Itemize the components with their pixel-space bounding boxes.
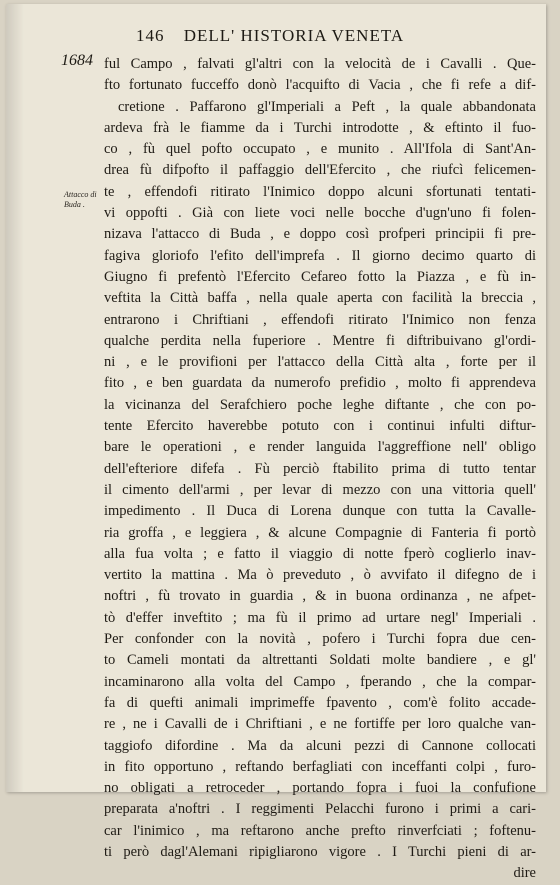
- text-line: bare le operationi , e render languida l'aggreffione nell' obligo: [104, 439, 536, 456]
- body-text: [104, 54, 536, 885]
- text-line: fagiva gloriofo l'efito dell'imprefa . Il giorno decimo quarto di: [104, 247, 536, 264]
- page-gutter-shadow: [6, 4, 24, 792]
- text-line: Per confonder con la novità , pofero i Turchi fopra due cen-: [104, 631, 536, 648]
- text-line: ti però dagl'Alemani ripigliarono vigore . I Turchi pieni di ar-: [104, 843, 536, 860]
- text-line: impedimento . Il Duca di Lorena dunque con tutta la Cavalle-: [104, 503, 536, 520]
- text-line: la vicinanza del Serafchiero poche leghe diftante , che con po-: [104, 396, 536, 413]
- page-number: 146: [136, 26, 165, 45]
- text-line: ful Campo , falvati gl'altri con la velocità de i Cavalli . Que-: [104, 56, 536, 72]
- text-line: vertito la mattina . Ma ò preveduto , ò avvifato il difegno de i: [104, 567, 536, 584]
- running-header: [136, 26, 466, 46]
- text-line: preparata a'noftri . I reggimenti Pelacchi furono i primi a cari-: [104, 801, 536, 818]
- text-line: fto fortunato fucceffo donò l'acquifto di Vacia , che fi refe a dif-: [104, 77, 536, 94]
- text-line: ni , e le provifioni per l'attacco della Città alta , forte per il: [104, 354, 536, 371]
- text-line: incaminarono alla volta del Campo , fperando , che la compar-: [104, 673, 536, 690]
- text-line: vi oppofti . Già con liete voci nelle bocche d'ugn'uno fi folen-: [104, 205, 536, 222]
- text-line: entrarono i Chriftiani , effendofi ritirato l'Inimico non fenza: [104, 311, 536, 328]
- book-page: [6, 4, 546, 882]
- text-line: fa di quefti animali imprimeffe fpavento , com'è folito accade-: [104, 694, 536, 711]
- text-line: veftita la Città baffa , nella quale aperta con facilità la breccia ,: [104, 290, 536, 307]
- margin-note: Attacco di Buda .: [64, 190, 97, 209]
- catchword: dire: [513, 865, 536, 882]
- text-line: te , effendofi ritirato l'Inimico doppo alcuni sfortunati tentati-: [104, 183, 536, 200]
- text-line: re , ne i Cavalli de i Chriftiani , e ne fortiffe per loro qualche van-: [104, 716, 536, 733]
- text-line: noftri , fù trovato in guardia , & in buona ordinanza , ne afpet-: [104, 588, 536, 605]
- text-line: tente Efercito haverebbe potuto con i continui infulti diftur-: [104, 418, 536, 435]
- text-line: dell'efteriore difefa . Fù perciò ftabilito prima di tutto tentar: [104, 460, 536, 477]
- text-line: fito , e ben guardata da numerofo prefidio , molto fi apprendeva: [104, 375, 536, 392]
- text-line: cretione . Paffarono gl'Imperiali a Peft , la quale abbandonata: [118, 98, 536, 115]
- text-line: il cimento dell'armi , per levar di mezzo con una vittoria quell': [104, 481, 536, 498]
- text-line: co , fù quel pofto occupato , e munito . All'Ifola di Sant'An-: [104, 141, 536, 158]
- text-line: car l'inimico , ma reftarono anche prefto rinverfciati ; foftenu-: [104, 822, 536, 839]
- text-line: nizava l'attacco di Buda , e doppo così profperi principii fi pre-: [104, 226, 536, 243]
- text-line: to Cameli montati da altrettanti Soldati molte bandiere , e gl': [104, 652, 536, 669]
- text-line: taggiofo difordine . Ma da alcuni pezzi di Cannone collocati: [104, 737, 536, 754]
- text-line: ardeva frà le fiamme da i Turchi introdotte , & eftinto il fuo-: [104, 119, 536, 136]
- text-line: tò d'effer inveftito ; ma fù il primo ad urtare negl' Imperiali .: [104, 609, 536, 626]
- text-line: Giugno fi prefentò l'Efercito Cefareo fotto la Piazza , e fù in-: [104, 268, 536, 285]
- text-line: drea fù difpofto il paffaggio dell'Efercito , che riufcì felicemen-: [104, 162, 536, 179]
- text-line: ria groffa , e leggiera , & alcune Compagnie di Fanteria fi portò: [104, 524, 536, 541]
- text-line: no obligati a retroceder , portando fopra i fuoi la confufione: [104, 780, 536, 797]
- text-line: qualche perdita nella fuperiore . Mentre fi diftribuivano gl'ordi-: [104, 332, 536, 349]
- text-line: in fito opportuno , reftando berfagliati con inceffanti colpi , furo-: [104, 758, 536, 775]
- running-title: DELL' HISTORIA VENETA: [183, 26, 405, 45]
- margin-year: 1684: [61, 52, 93, 69]
- text-line: alla fua volta ; e fatto il viaggio di notte fperò coglierlo inav-: [104, 545, 536, 562]
